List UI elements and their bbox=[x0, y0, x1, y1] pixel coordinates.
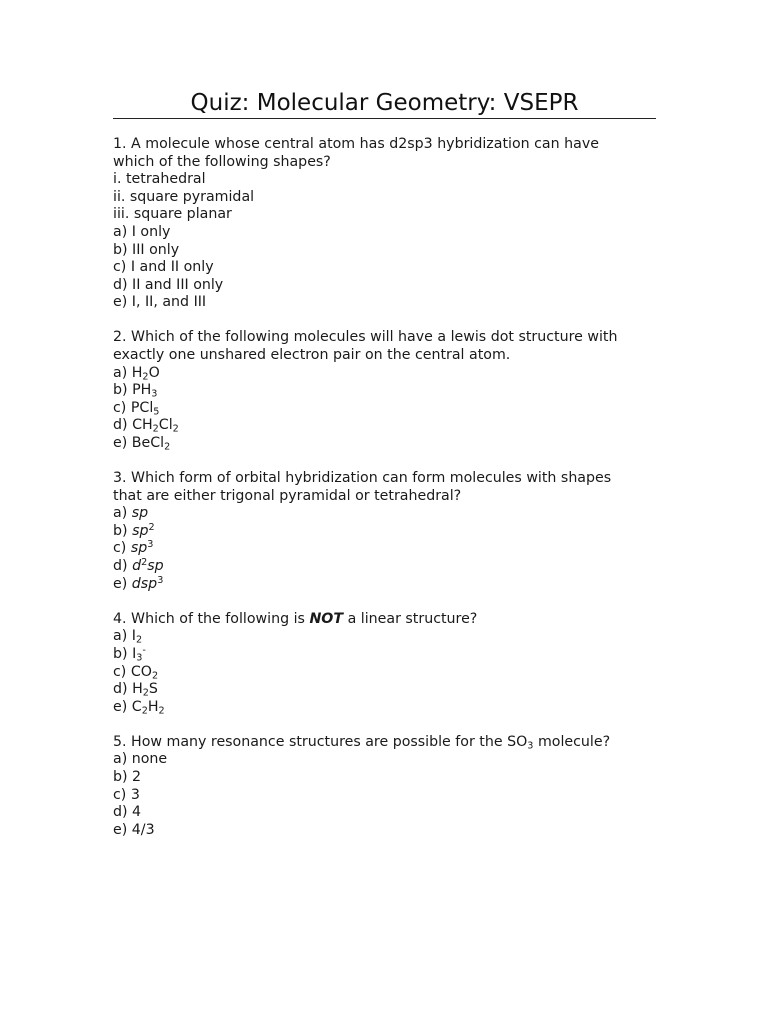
question-5-stem-end: molecule? bbox=[533, 733, 611, 750]
question-2-option-c bbox=[113, 400, 673, 418]
question-5-option-e: e) 4/3 bbox=[113, 821, 155, 838]
hybridization-label: sp bbox=[131, 505, 149, 522]
hybridization-superscript: 2 bbox=[141, 557, 148, 569]
hybridization-label: dsp bbox=[131, 575, 158, 592]
question-1-option-a: a) I only bbox=[113, 223, 171, 240]
question-4-option-c bbox=[113, 664, 673, 682]
formula-part: O bbox=[148, 364, 160, 381]
formula-subscript: 2 bbox=[151, 669, 159, 681]
question-3-option-d bbox=[113, 558, 673, 576]
question-1-item-iii: iii. square planar bbox=[113, 206, 232, 223]
hybridization-label: sp bbox=[132, 522, 149, 539]
hybridization-label: sp bbox=[147, 558, 164, 575]
question-3-stem-line-1: 3. Which form of orbital hybridization can form molecules with shapes bbox=[113, 470, 612, 487]
hybridization-superscript: 3 bbox=[157, 574, 164, 586]
question-1-stem-line-1: 1. A molecule whose central atom has d2sp3 hybridization can have bbox=[113, 136, 599, 152]
question-5-option-a: a) none bbox=[113, 751, 168, 768]
option-letter: a) bbox=[113, 364, 132, 381]
question-4 bbox=[113, 611, 673, 717]
question-2-stem-line-2: exactly one unshared electron pair on the central atom. bbox=[113, 347, 511, 364]
option-letter: b) bbox=[113, 645, 133, 662]
question-4-stem-emphasis: NOT bbox=[309, 610, 344, 627]
question-list bbox=[113, 136, 673, 857]
option-letter: e) bbox=[113, 575, 132, 592]
question-2-stem-line-1: 2. Which of the following molecules will have a lewis dot structure with bbox=[113, 329, 618, 346]
formula-part: H bbox=[132, 681, 143, 698]
question-2 bbox=[113, 329, 673, 452]
option-letter: b) bbox=[113, 522, 133, 539]
option-letter: a) bbox=[113, 505, 132, 522]
formula-subscript: 2 bbox=[152, 423, 159, 435]
question-3-option-c bbox=[113, 540, 673, 558]
formula-part: I bbox=[132, 645, 137, 662]
question-4-option-d bbox=[113, 681, 673, 699]
title-underline bbox=[113, 118, 656, 119]
question-4-stem-start: 4. Which of the following is bbox=[113, 610, 310, 627]
option-letter: d) bbox=[113, 681, 133, 698]
question-2-option-b bbox=[113, 382, 673, 400]
question-2-option-d bbox=[113, 417, 673, 435]
formula-subscript: 5 bbox=[153, 406, 160, 418]
question-5 bbox=[113, 734, 673, 840]
question-3-option-a bbox=[113, 505, 673, 523]
formula-part: C bbox=[131, 698, 142, 715]
question-3-stem-line-2: that are either trigonal pyramidal or tetrahedral? bbox=[113, 487, 462, 504]
option-letter: e) bbox=[113, 698, 132, 715]
option-letter: b) bbox=[113, 382, 133, 399]
formula-part: PH bbox=[132, 382, 152, 399]
page-title: Quiz: Molecular Geometry: VSEPR bbox=[190, 90, 579, 116]
hybridization-label: sp bbox=[130, 540, 148, 557]
question-1-option-c: c) I and II only bbox=[113, 259, 214, 276]
question-5-option-c: c) 3 bbox=[113, 786, 140, 803]
question-2-option-a bbox=[113, 365, 673, 383]
question-3 bbox=[113, 470, 673, 593]
option-letter: e) bbox=[113, 435, 132, 451]
question-3-option-b bbox=[113, 523, 673, 541]
option-letter: c) bbox=[113, 540, 131, 557]
question-1-option-d: d) II and III only bbox=[113, 276, 224, 293]
question-5-stem bbox=[113, 734, 673, 752]
formula-part: Cl bbox=[158, 417, 173, 434]
formula-subscript: 3 bbox=[527, 740, 534, 752]
formula-part: I bbox=[131, 628, 136, 645]
question-4-option-e bbox=[113, 699, 673, 717]
question-1-item-i: i. tetrahedral bbox=[113, 171, 206, 188]
formula-subscript: 2 bbox=[135, 634, 143, 646]
option-letter: d) bbox=[113, 417, 133, 434]
question-5-stem-start: 5. How many resonance structures are possible for the bbox=[113, 733, 508, 750]
question-4-option-b bbox=[113, 646, 673, 664]
question-5-option-d: d) 4 bbox=[113, 804, 142, 821]
option-letter: c) bbox=[113, 663, 131, 680]
formula-subscript: 2 bbox=[142, 371, 149, 383]
option-letter: a) bbox=[113, 628, 132, 645]
question-1-option-e: e) I, II, and III bbox=[113, 294, 207, 311]
question-1 bbox=[113, 136, 673, 312]
question-3-option-e bbox=[113, 576, 673, 594]
option-letter: d) bbox=[113, 558, 133, 575]
hybridization-superscript: 3 bbox=[147, 539, 154, 551]
option-letter: c) bbox=[113, 399, 131, 416]
question-1-option-b: b) III only bbox=[113, 241, 180, 258]
question-1-stem-line-2: which of the following shapes? bbox=[113, 153, 331, 170]
formula-subscript: 2 bbox=[142, 687, 149, 699]
question-2-option-e bbox=[113, 435, 673, 453]
formula-subscript: 3 bbox=[136, 652, 143, 664]
formula-part: CH bbox=[132, 417, 153, 434]
hybridization-label: d bbox=[132, 558, 142, 575]
question-4-stem bbox=[113, 611, 673, 629]
formula-part: CO bbox=[130, 663, 152, 680]
formula-subscript: 3 bbox=[151, 388, 158, 400]
formula-part: BeCl bbox=[131, 435, 165, 451]
question-4-stem-end: a linear structure? bbox=[343, 610, 478, 627]
formula-part: H bbox=[147, 698, 159, 715]
formula-part: S bbox=[148, 681, 158, 698]
question-5-option-b: b) 2 bbox=[113, 769, 142, 785]
formula-subscript: 2 bbox=[172, 423, 179, 435]
formula-subscript: 2 bbox=[158, 705, 165, 717]
formula-part: PCl bbox=[130, 399, 154, 416]
question-4-option-a bbox=[113, 628, 673, 646]
formula-part: SO bbox=[507, 733, 528, 750]
formula-subscript: 2 bbox=[141, 705, 148, 717]
hybridization-superscript: 2 bbox=[148, 522, 155, 534]
formula-part: H bbox=[131, 364, 143, 381]
question-1-item-ii: ii. square pyramidal bbox=[113, 188, 255, 205]
formula-charge: - bbox=[142, 645, 146, 657]
formula-subscript: 2 bbox=[164, 441, 171, 453]
